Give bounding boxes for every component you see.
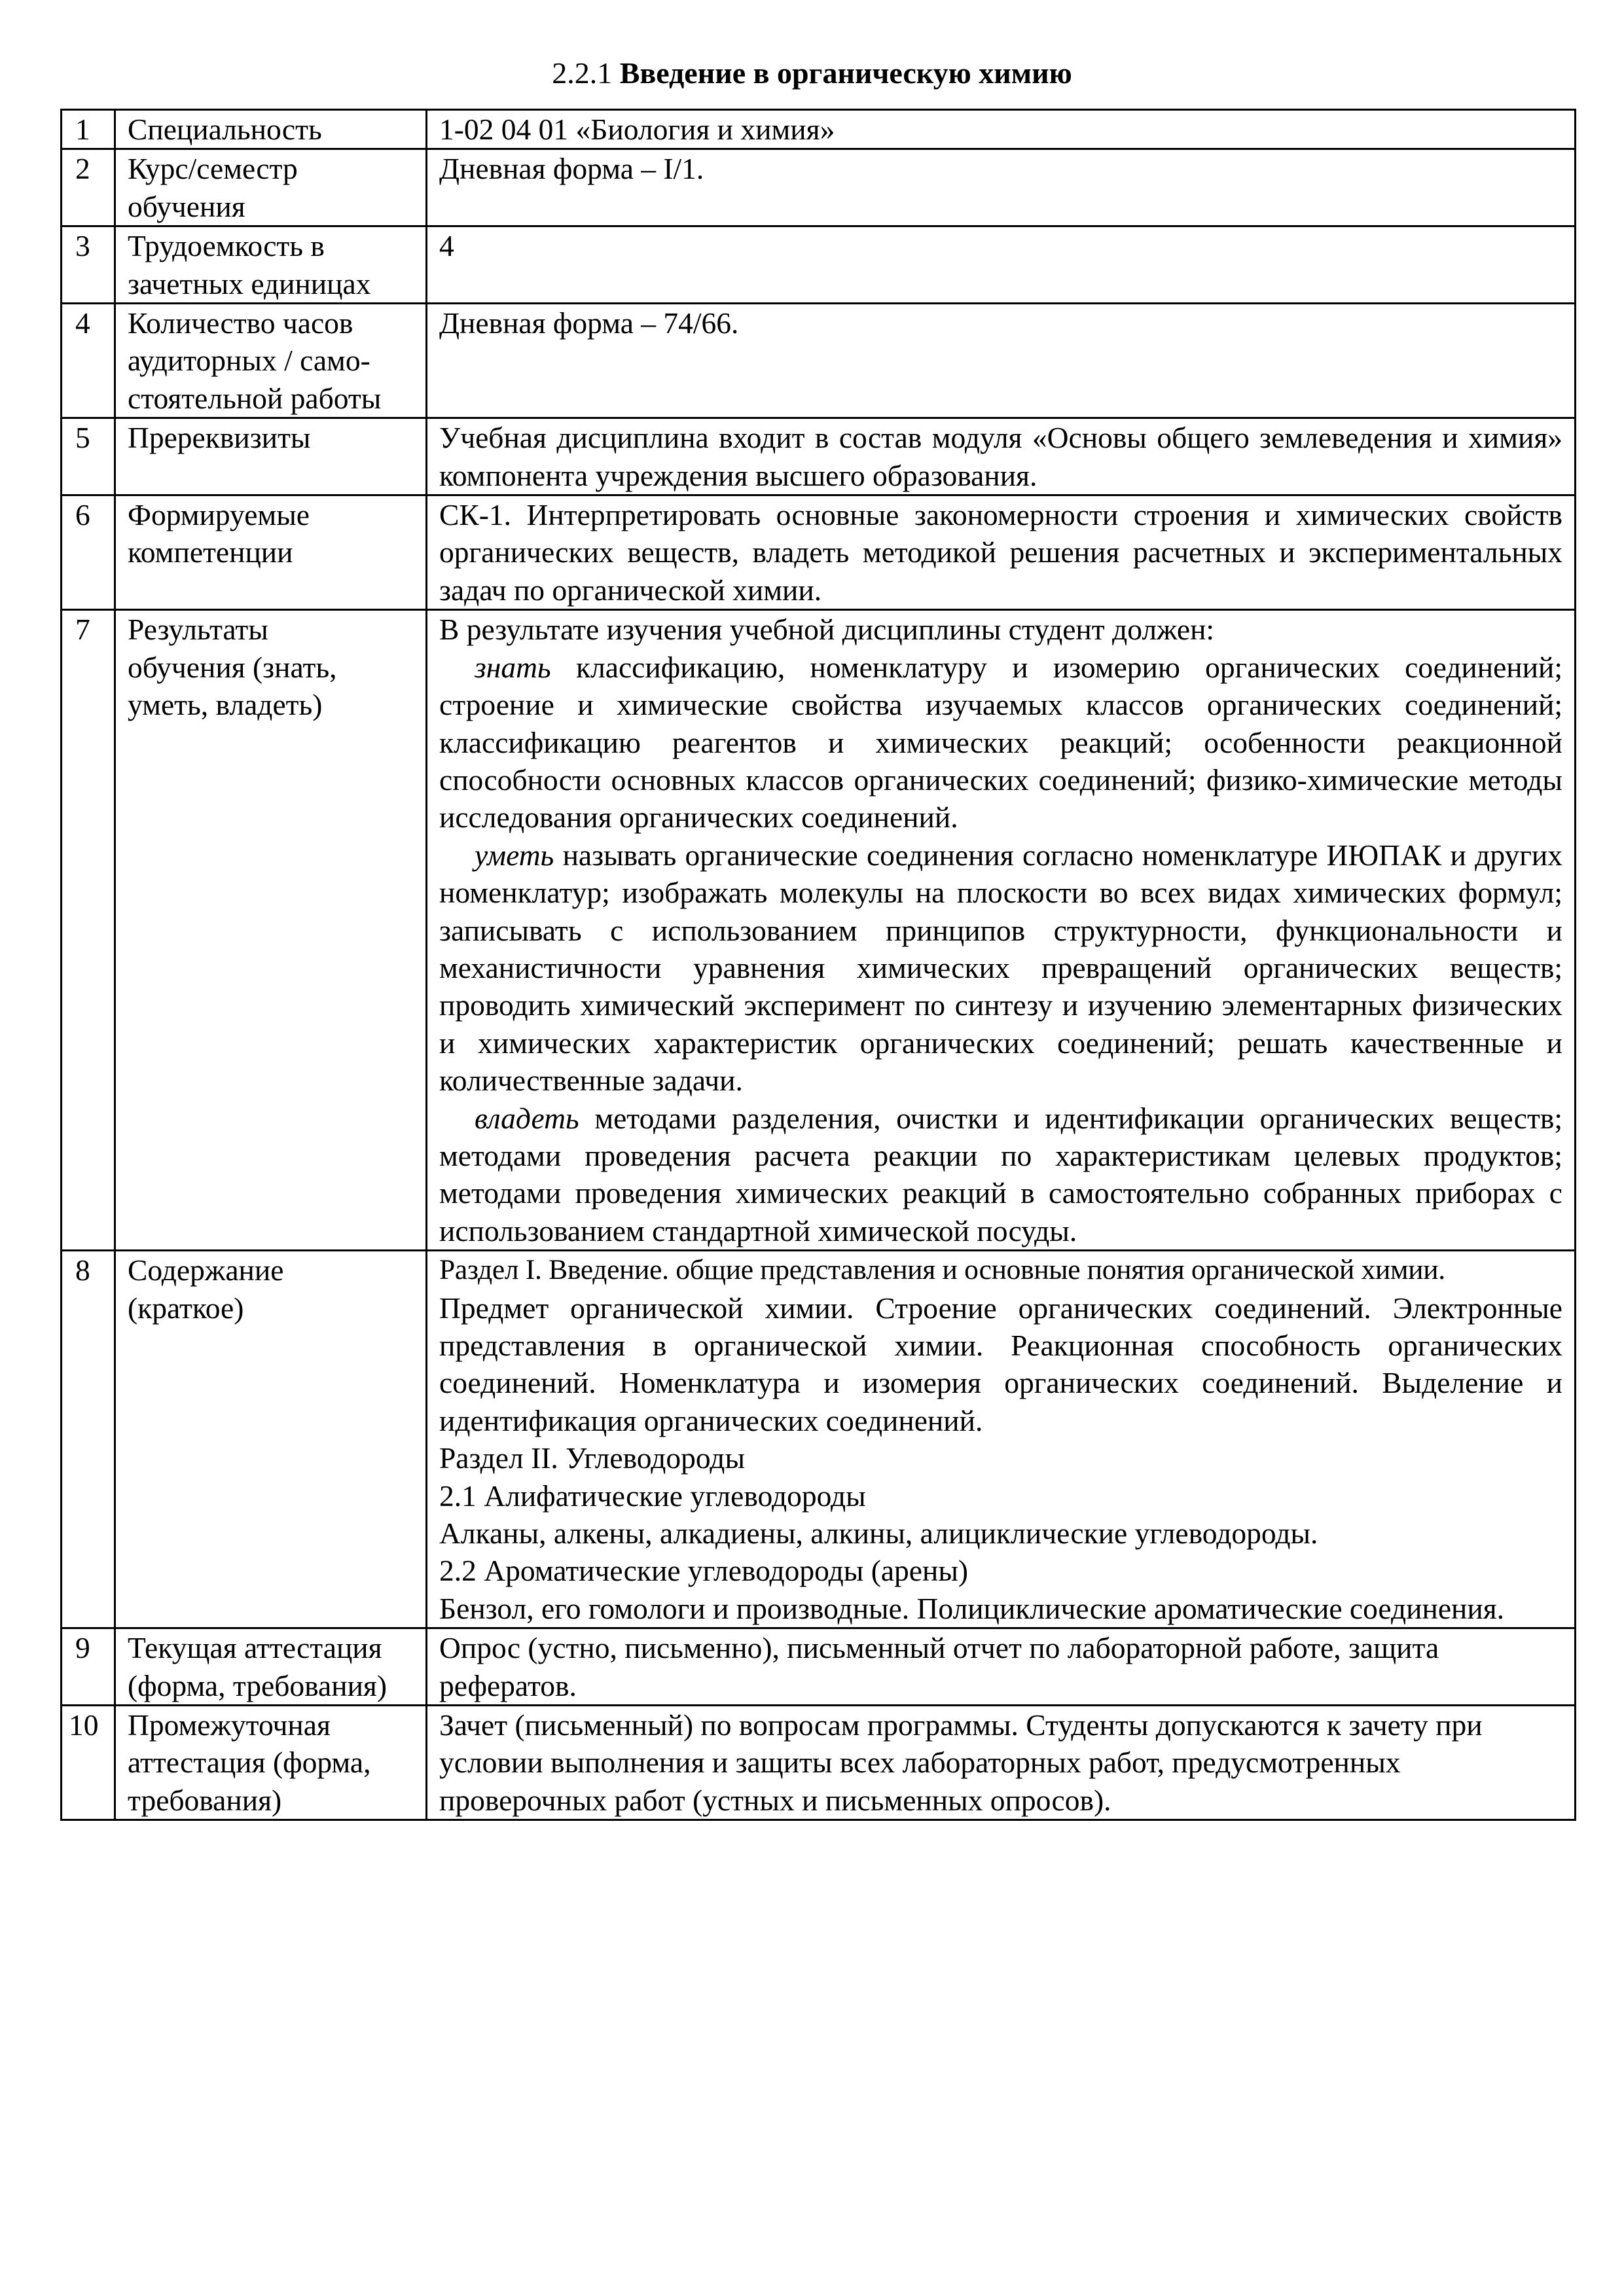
row-value: Опрос (устно, письменно), письменный отчет по лабораторной работе, защита рефератов. bbox=[427, 1628, 1576, 1706]
subsection-2-2-text: Бензол, его гомологи и производные. Полициклические ароматические соединения. bbox=[439, 1591, 1505, 1625]
row-value: Дневная форма – 74/66. bbox=[427, 304, 1576, 418]
row-number: 7 bbox=[62, 610, 115, 1251]
row-label: Курс/семестр обучения bbox=[115, 149, 427, 226]
table-row bbox=[62, 1628, 1576, 1706]
row-number: 2 bbox=[62, 149, 115, 226]
row-label: Трудоемкость в зачетных единицах bbox=[115, 226, 427, 304]
know-term: знать bbox=[475, 650, 551, 684]
section-number: 2.2.1 bbox=[552, 56, 613, 90]
table-row bbox=[62, 304, 1576, 418]
row-value: Зачет (письменный) по вопросам программы. Студенты допускаются к зачету при условии выполнения и защиты всех лабораторных работ, предусмотренных проверочных работ (устных и письменных опросов). bbox=[427, 1706, 1576, 1820]
row-number: 10 bbox=[62, 1706, 115, 1820]
row-value: 1-02 04 01 «Биология и химия» bbox=[427, 110, 1576, 149]
row-label: Текущая аттестация (форма, требования) bbox=[115, 1628, 427, 1706]
row-label: Промежуточная аттестация (форма, требования) bbox=[115, 1706, 427, 1820]
row-number: 8 bbox=[62, 1251, 115, 1628]
table-row bbox=[62, 495, 1576, 610]
section-1-heading: Раздел I. Введение. общие представления и основные понятия органической химии. bbox=[439, 1254, 1445, 1286]
section-title: Введение в органическую химию bbox=[619, 56, 1072, 90]
table-row bbox=[62, 418, 1576, 495]
row-value: 4 bbox=[427, 226, 1576, 304]
row-number: 9 bbox=[62, 1628, 115, 1706]
learning-outcomes bbox=[427, 610, 1576, 1251]
page-title bbox=[0, 54, 1624, 93]
course-content bbox=[427, 1251, 1576, 1628]
subsection-2-2-heading: 2.2 Ароматические углеводороды (арены) bbox=[439, 1554, 969, 1588]
row-number: 3 bbox=[62, 226, 115, 304]
row-label: Пререквизиты bbox=[115, 418, 427, 495]
row-number: 5 bbox=[62, 418, 115, 495]
row-label: Формируемые компетенции bbox=[115, 495, 427, 610]
row-value: СК-1. Интерпретировать основные закономерности строения и химических свойств органических веществ, владеть методикой решения расчетных и экспериментальных задач по органической химии. bbox=[427, 495, 1576, 610]
row-number: 4 bbox=[62, 304, 115, 418]
course-info-table bbox=[60, 109, 1576, 1821]
section-2-heading: Раздел II. Углеводороды bbox=[439, 1441, 746, 1475]
table-row bbox=[62, 1251, 1576, 1628]
table-row bbox=[62, 149, 1576, 226]
outcome-know bbox=[439, 649, 1562, 836]
row-value: Учебная дисциплина входит в состав модуля «Основы общего землеведения и химия» компонента учреждения высшего образования. bbox=[427, 418, 1576, 495]
can-text: называть органические соединения согласно номенклатуре ИЮПАК и других номенклатур; изображать молекулы на плоскости во всех видах химических формул; записывать с использованием принципов структурности, функциональности и механистичности уравнения химических превращений органических веществ; проводить химический эксперимент по синтезу и изучению элементарных физических и химических характеристик органических соединений; решать качественные и количественные задачи. bbox=[439, 838, 1562, 1098]
table-row bbox=[62, 226, 1576, 304]
outcome-can bbox=[439, 836, 1562, 1100]
row-number: 1 bbox=[62, 110, 115, 149]
section-1-text: Предмет органической химии. Строение органических соединений. Электронные представления в органической химии. Реакционная способность органических соединений. Номенклатура и изомерия органических соединений. Выделение и идентификация органических соединений. bbox=[439, 1291, 1562, 1437]
know-text: классификацию, номенклатуру и изомерию органических соединений; строение и химические свойства изучаемых классов органических соединений; классификацию реагентов и химических реакций; особенности реакционной способности основных классов органических соединений; физико-химические методы исследования органических соединений. bbox=[439, 650, 1563, 834]
own-term: владеть bbox=[475, 1101, 579, 1135]
table-row bbox=[62, 110, 1576, 149]
subsection-2-1-heading: 2.1 Алифатические углеводороды bbox=[439, 1479, 866, 1513]
own-text: методами разделения, очистки и идентификации органических веществ; методами проведения расчета реакции по характеристикам целевых продуктов; методами проведения химических реакций в самостоятельно собранных приборах с использованием стандартной химической посуды. bbox=[439, 1101, 1562, 1247]
outcomes-intro: В результате изучения учебной дисциплины студент должен: bbox=[439, 613, 1215, 647]
table-row bbox=[62, 1706, 1576, 1820]
row-label: Содержание (краткое) bbox=[115, 1251, 427, 1628]
subsection-2-1-text: Алканы, алкены, алкадиены, алкины, алициклические углеводороды. bbox=[439, 1516, 1318, 1551]
row-value: Дневная форма – I/1. bbox=[427, 149, 1576, 226]
row-number: 6 bbox=[62, 495, 115, 610]
table-row bbox=[62, 610, 1576, 1251]
outcome-own bbox=[439, 1100, 1562, 1250]
row-label: Специальность bbox=[115, 110, 427, 149]
row-label: Результаты обучения (знать, уметь, владеть) bbox=[115, 610, 427, 1251]
row-label: Количество часов аудиторных / само-стоятельной работы bbox=[115, 304, 427, 418]
can-term: уметь bbox=[475, 838, 554, 872]
